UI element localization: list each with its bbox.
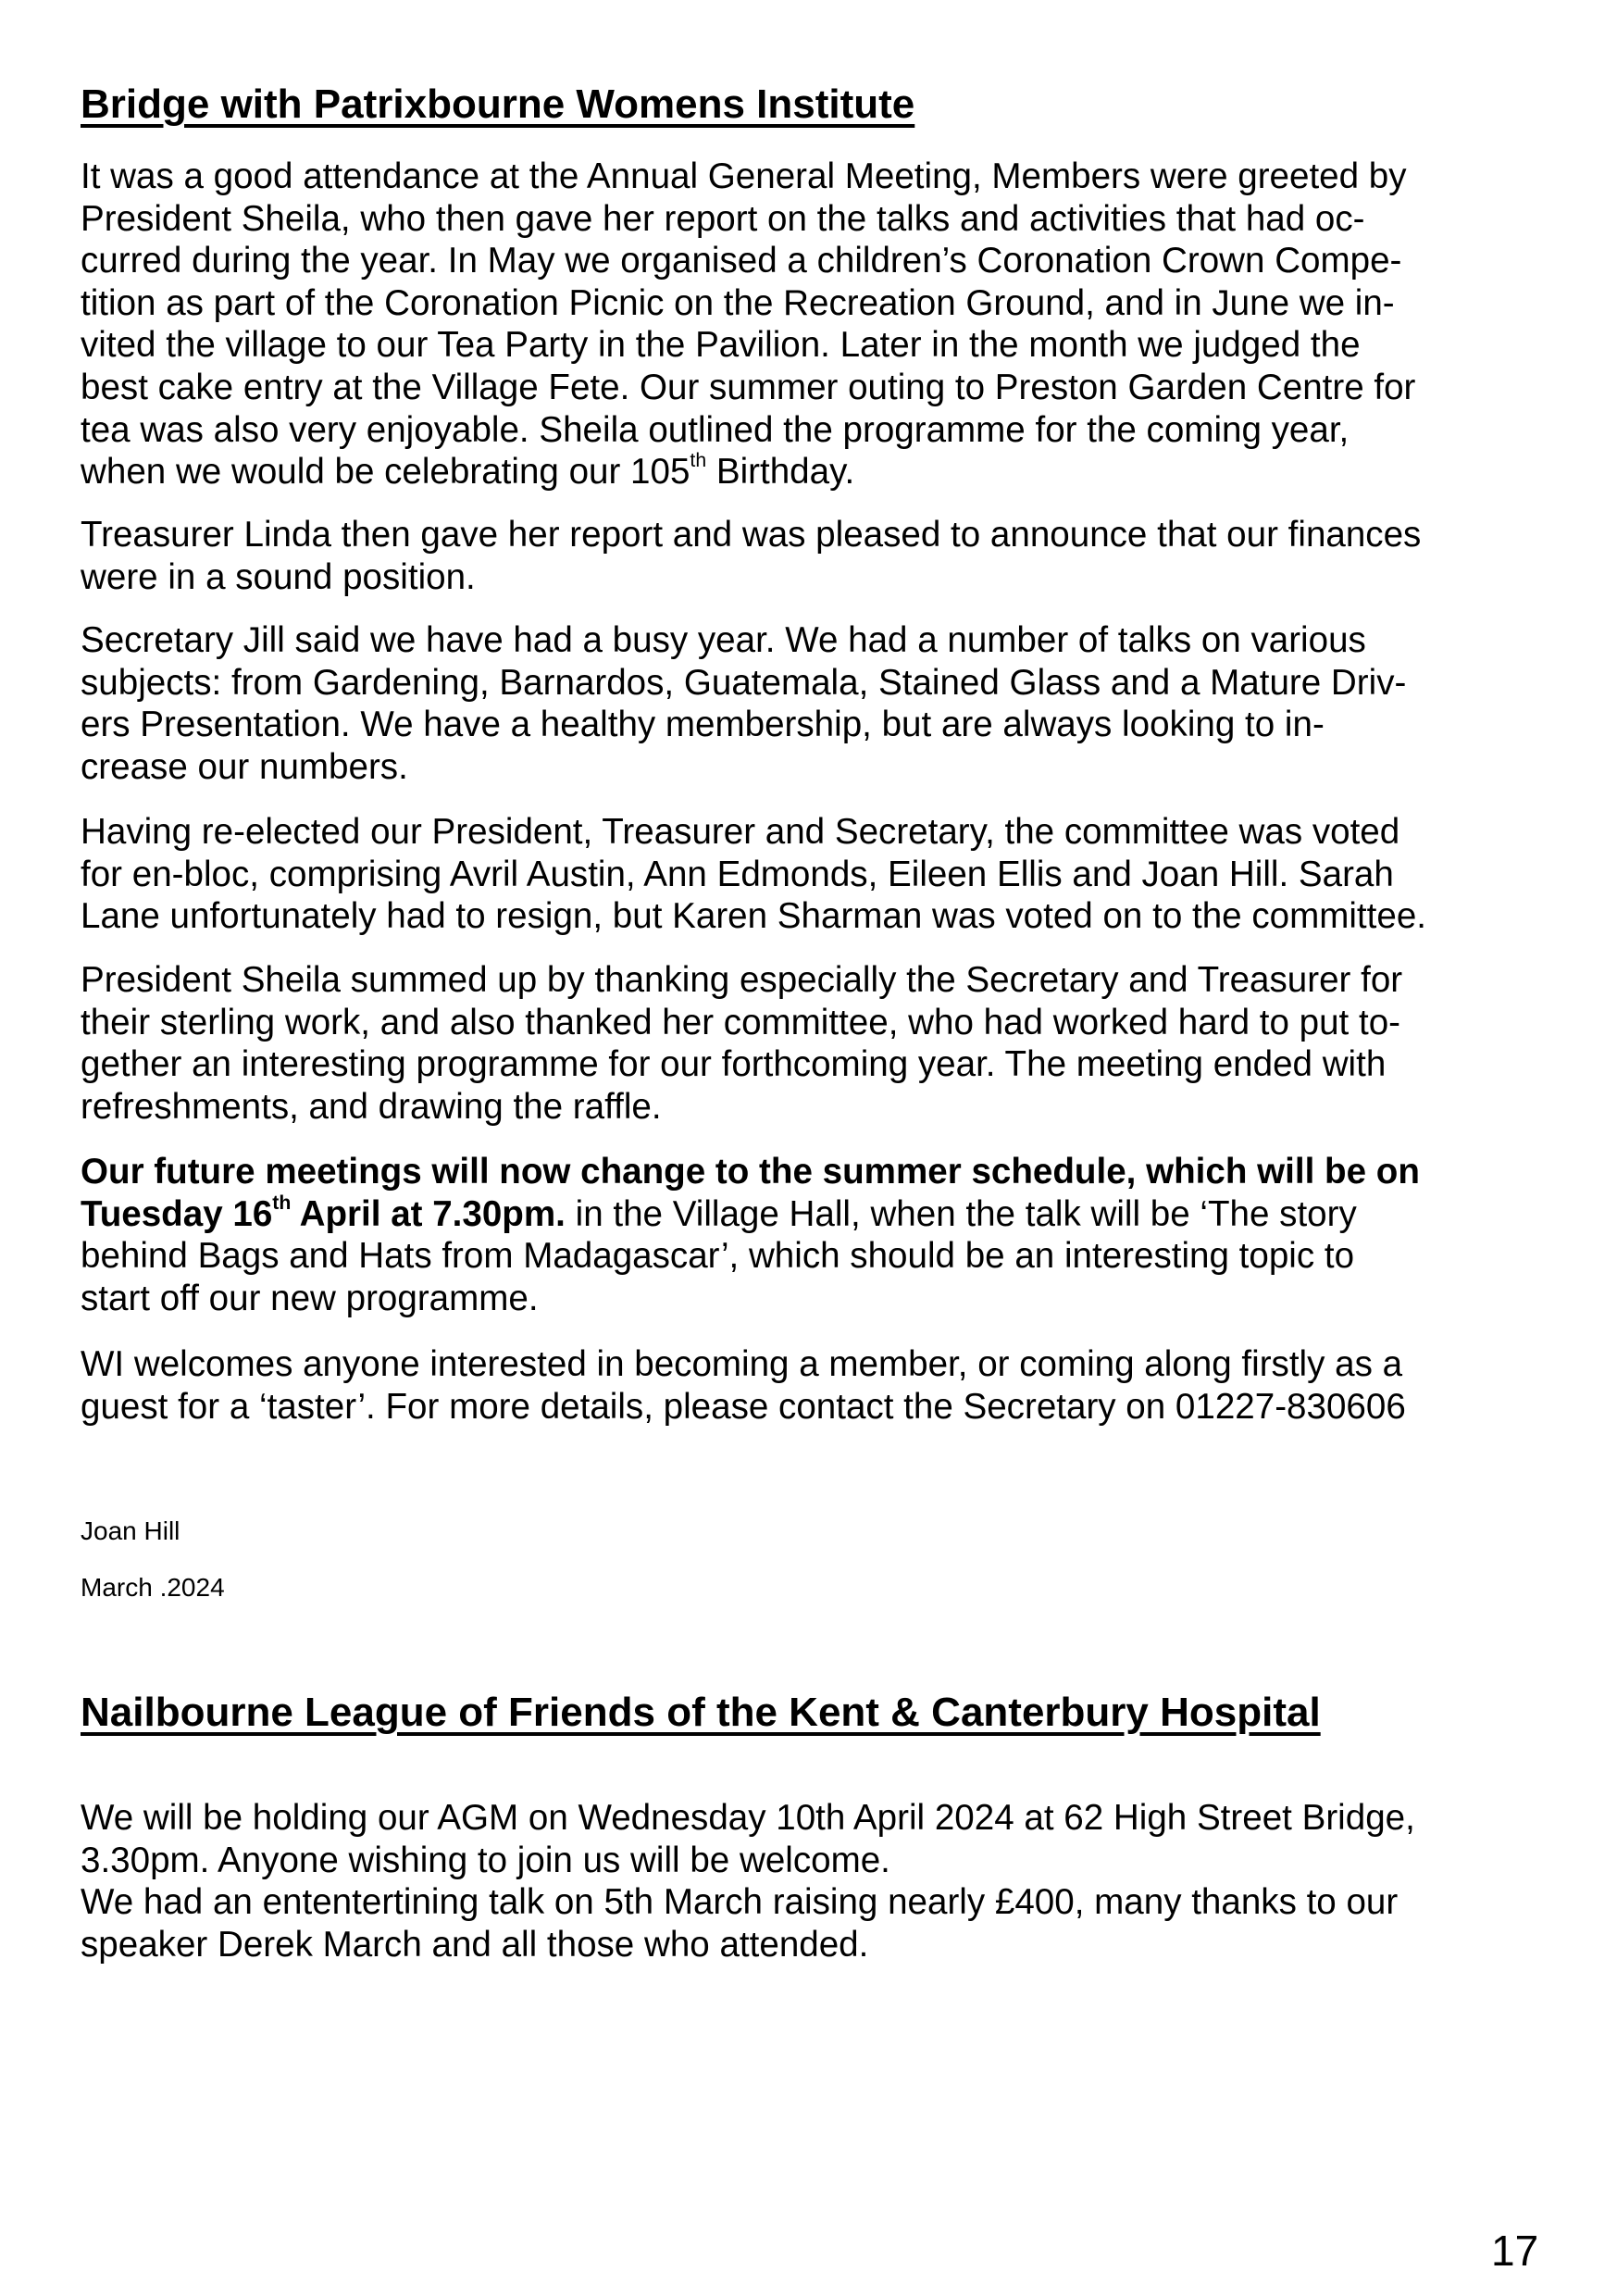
paragraph-agm-report bbox=[81, 156, 1561, 493]
text-line: tea was also very enjoyable. Sheila outlined the programme for the coming year, bbox=[81, 409, 1350, 450]
meeting-date bbox=[81, 1194, 566, 1234]
text-line: were in a sound position. bbox=[81, 556, 476, 597]
ordinal-suffix: th bbox=[690, 450, 707, 472]
text-line: gether an interesting programme for our forthcoming year. The meeting ended with bbox=[81, 1044, 1387, 1085]
text-line: best cake entry at the Village Fete. Our summer outing to Preston Garden Centre for bbox=[81, 367, 1416, 407]
text-line: President Sheila summed up by thanking especially the Secretary and Treasurer for bbox=[81, 960, 1403, 1000]
text-line: curred during the year. In May we organised a children’s Coronation Crown Compe- bbox=[81, 241, 1402, 281]
text-line: It was a good attendance at the Annual General Meeting, Members were greeted by bbox=[81, 156, 1407, 196]
paragraph-future-meetings bbox=[81, 1151, 1561, 1319]
signature-name: Joan Hill bbox=[81, 1516, 180, 1545]
text-line: Secretary Jill said we have had a busy year. We had a number of talks on various bbox=[81, 620, 1366, 660]
text-fragment: Tuesday 16 bbox=[81, 1193, 273, 1234]
text-line: vited the village to our Tea Party in the Pavilion. Later in the month we judged the bbox=[81, 325, 1361, 366]
section-heading-womens-institute: Bridge with Patrixbourne Womens Institute bbox=[81, 81, 915, 127]
text-line: for en-bloc, comprising Avril Austin, Ann Edmonds, Eileen Ellis and Joan Hill. Sarah bbox=[81, 854, 1394, 894]
paragraph-secretary-report bbox=[81, 619, 1561, 788]
paragraph-agm-notice bbox=[81, 1797, 1561, 1965]
text-line: crease our numbers. bbox=[81, 746, 408, 787]
signature-date: March .2024 bbox=[81, 1573, 225, 1602]
text-line: 3.30pm. Anyone wishing to join us will be welcome. bbox=[81, 1840, 890, 1880]
text-fragment: Birthday. bbox=[706, 452, 855, 493]
text-fragment: April at 7.30pm. bbox=[291, 1193, 566, 1234]
text-line: ers Presentation. We have a healthy membership, but are always looking to in- bbox=[81, 705, 1325, 745]
text-line: President Sheila, who then gave her report on the talks and activities that had oc- bbox=[81, 198, 1365, 239]
text-line bbox=[81, 451, 1561, 493]
paragraph-welcome-members bbox=[81, 1343, 1561, 1428]
text-line: Having re-elected our President, Treasurer and Secretary, the committee was voted bbox=[81, 812, 1400, 852]
text-fragment: when we would be celebrating our 105 bbox=[81, 452, 690, 493]
text-line: We had an ententertining talk on 5th March raising nearly £400, many thanks to our bbox=[81, 1882, 1399, 1923]
section-heading-league-of-friends: Nailbourne League of Friends of the Kent & Canterbury Hospital bbox=[81, 1690, 1321, 1735]
text-line: Treasurer Linda then gave her report and was pleased to announce that our finances bbox=[81, 515, 1422, 555]
text-line: behind Bags and Hats from Madagascar’, which should be an interesting topic to bbox=[81, 1236, 1355, 1277]
text-line: refreshments, and drawing the raffle. bbox=[81, 1086, 662, 1127]
text-line-bold: Our future meetings will now change to the summer schedule, which will be on bbox=[81, 1152, 1420, 1192]
text-line: guest for a ‘taster’. For more details, please contact the Secretary on 01227-830606 bbox=[81, 1386, 1406, 1427]
text-line: We will be holding our AGM on Wednesday 10th April 2024 at 62 High Street Bridge, bbox=[81, 1798, 1415, 1838]
text-line: their sterling work, and also thanked her committee, who had worked hard to put to- bbox=[81, 1002, 1400, 1042]
text-line: subjects: from Gardening, Barnardos, Guatemala, Stained Glass and a Mature Driv- bbox=[81, 662, 1407, 703]
text-line: start off our new programme. bbox=[81, 1278, 539, 1318]
text-line: Lane unfortunately had to resign, but Karen Sharman was voted on to the committee. bbox=[81, 896, 1426, 937]
ordinal-suffix: th bbox=[272, 1192, 292, 1214]
text-line: speaker Derek March and all those who attended. bbox=[81, 1924, 869, 1965]
page-number: 17 bbox=[1491, 2227, 1539, 2275]
paragraph-committee-election bbox=[81, 811, 1561, 938]
text-line bbox=[81, 1193, 1561, 1236]
text-fragment: in the Village Hall, when the talk will be ‘The story bbox=[565, 1193, 1357, 1234]
text-line: tition as part of the Coronation Picnic on the Recreation Ground, and in June we in- bbox=[81, 282, 1395, 323]
paragraph-treasurer-report bbox=[81, 514, 1561, 598]
paragraph-president-summary bbox=[81, 959, 1561, 1128]
text-line: WI welcomes anyone interested in becoming a member, or coming along firstly as a bbox=[81, 1344, 1403, 1384]
